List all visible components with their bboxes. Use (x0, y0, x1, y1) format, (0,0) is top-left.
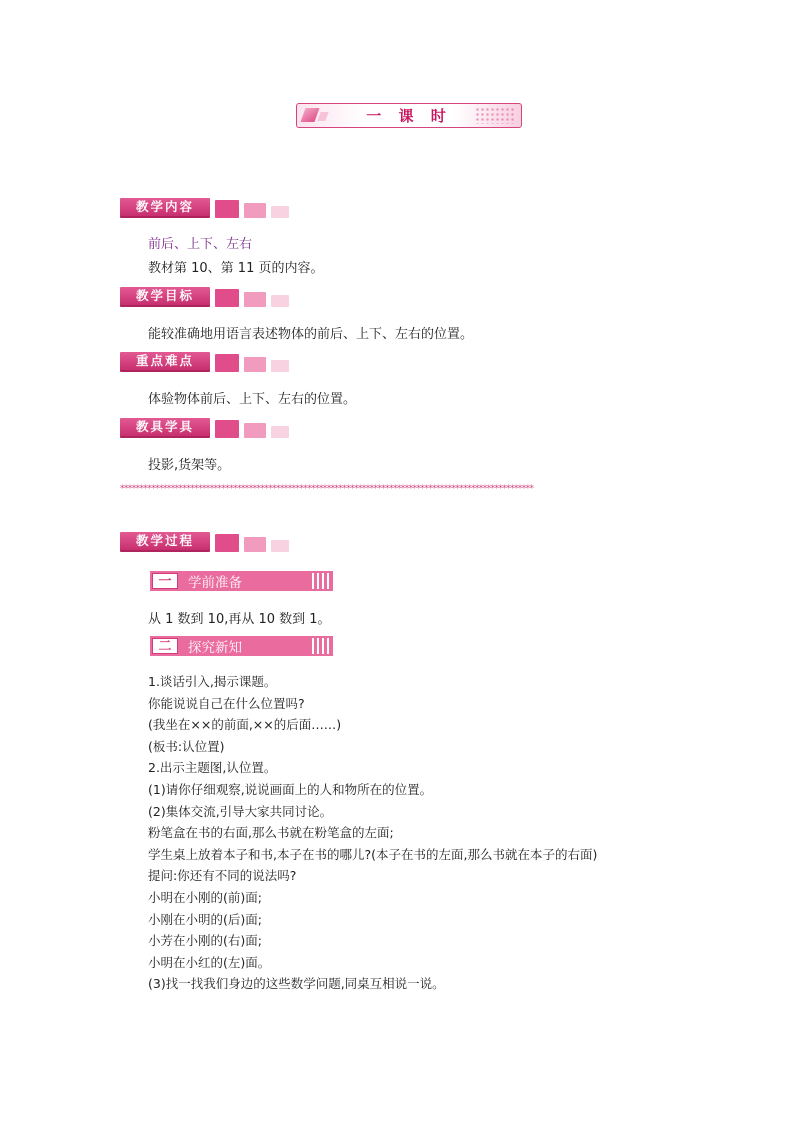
content-pages: 教材第 10、第 11 页的内容。 (148, 261, 324, 276)
subsection-title: 学前准备 (188, 575, 242, 591)
section-square-1 (215, 289, 239, 307)
subsection-bars (309, 573, 329, 589)
body-line: (3)找一找我们身边的这些数学问题,同桌互相说一说。 (148, 976, 445, 992)
section-key-points (120, 352, 289, 372)
body-line: 小明在小红的(左)面。 (148, 954, 271, 970)
subsection-number: 一 (152, 573, 178, 589)
body-line: 粉笔盒在书的右面,那么书就在粉笔盒的左面; (148, 825, 394, 841)
body-line: 提问:你还有不同的说法吗? (148, 868, 297, 884)
lesson-title: 一 课 时 (366, 107, 452, 125)
section-teaching-content (120, 198, 289, 218)
section-teaching-tools (120, 418, 289, 438)
section-square-1 (215, 534, 239, 552)
section-label: 重点难点 (120, 352, 210, 372)
key-text: 体验物体前后、上下、左右的位置。 (148, 392, 357, 407)
section-square-1 (215, 200, 239, 218)
body-line: 你能说说自己在什么位置吗? (148, 695, 305, 711)
exploration-body (148, 671, 597, 995)
section-square-3 (271, 426, 289, 438)
body-line: 小明在小刚的(前)面; (148, 889, 262, 905)
subsection-preparation (150, 571, 333, 591)
tools-text: 投影,货架等。 (148, 458, 231, 473)
section-teaching-process (120, 532, 289, 552)
subsection-title: 探究新知 (188, 640, 242, 656)
section-teaching-goals (120, 287, 289, 307)
section-square-1 (215, 420, 239, 438)
body-line: 小芳在小刚的(右)面; (148, 933, 262, 949)
section-square-2 (244, 423, 266, 438)
content-topic: 前后、上下、左右 (148, 237, 253, 252)
subsection-bars (309, 638, 329, 654)
section-label: 教具学具 (120, 418, 210, 438)
section-label: 教学内容 (120, 198, 210, 218)
goal-text: 能较准确地用语言表述物体的前后、上下、左右的位置。 (148, 327, 474, 342)
section-square-3 (271, 206, 289, 218)
section-square-2 (244, 537, 266, 552)
body-line: (1)请你仔细观察,说说画面上的人和物所在的位置。 (148, 781, 433, 797)
body-line: (我坐在××的前面,××的后面……) (148, 717, 342, 733)
section-label: 教学过程 (120, 532, 210, 552)
subsection-exploration (150, 636, 333, 656)
section-square-1 (215, 354, 239, 372)
body-line: 小刚在小明的(后)面; (148, 911, 262, 927)
section-square-3 (271, 360, 289, 372)
body-line: 1.谈话引入,揭示课题。 (148, 674, 277, 689)
section-square-3 (271, 295, 289, 307)
subsection-number: 二 (152, 638, 178, 654)
body-line: (2)集体交流,引导大家共同讨论。 (148, 803, 333, 819)
body-line: 2.出示主题图,认位置。 (148, 760, 277, 776)
section-label: 教学目标 (120, 287, 210, 307)
lesson-title-banner (296, 103, 522, 128)
section-square-2 (244, 292, 266, 307)
star-divider: ********************************************************************************************************** (120, 484, 534, 494)
body-line: (板书:认位置) (148, 738, 225, 754)
preparation-text: 从 1 数到 10,再从 10 数到 1。 (148, 612, 331, 627)
section-square-2 (244, 203, 266, 218)
body-line: 学生桌上放着本子和书,本子在书的哪儿?(本子在书的左面,那么书就在本子的右面) (148, 846, 598, 862)
section-square-2 (244, 357, 266, 372)
section-square-3 (271, 540, 289, 552)
